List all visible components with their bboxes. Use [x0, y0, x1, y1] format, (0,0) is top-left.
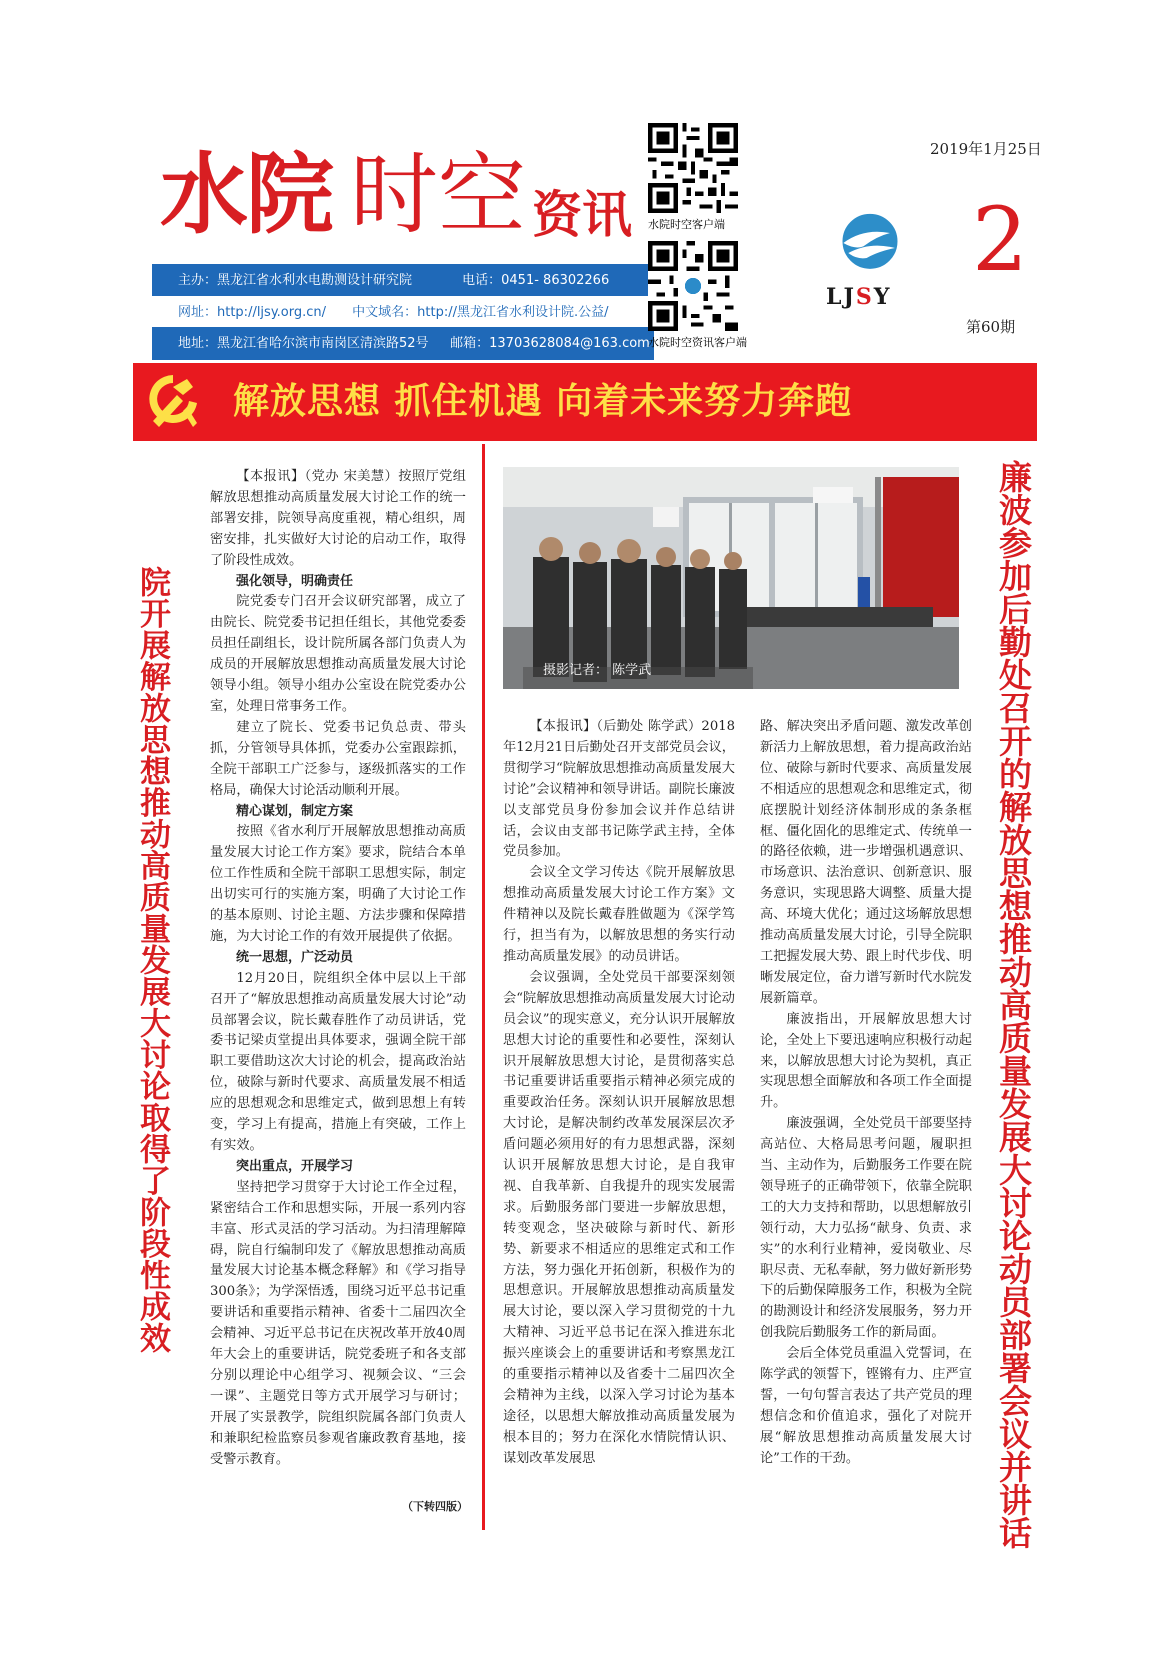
paragraph: 按照《省水利厅开展解放思想推动高质量发展大讨论工作方案》要求，院结合本单位工作性质和全院干部职工思想实际，制定出切实可行的实施方案，明确了大讨论工作的基本原则、讨论主题、方法步骤和保障措施，为大讨论工作的有效开展提供了依据。	[210, 824, 466, 944]
qr-code-icon[interactable]	[648, 123, 738, 213]
email-text: 邮箱：13703628084@163.com	[450, 336, 650, 351]
paragraph: 【本报讯】（后勤处 陈学武）2018年12月21日后勤处召开支部党员会议，贯彻学习“院解放思想推动高质量发展大讨论”会议精神和领导讲话。副院长廉波以支部党员身份参加会议并作总结讲话，会议由支部书记陈学武主持，全体党员参加。	[503, 719, 735, 860]
org-abbr: LJSY	[826, 284, 892, 310]
website-link[interactable]: 网址：http://ljsy.org.cn/	[178, 305, 327, 320]
left-article-body	[210, 467, 466, 1471]
slogan-text: 解放思想 抓住机遇 向着未来努力奔跑	[233, 381, 853, 422]
right-article-col1	[503, 717, 735, 1470]
section-heading: 精心谋划，制定方案	[236, 803, 354, 819]
logo-shuiyuan: 水院	[160, 143, 333, 246]
paragraph: 坚持把学习贯穿于大讨论工作全过程，紧密结合工作和思想实际，开展一系列内容丰富、形式灵活的学习活动。为扫清理解障碍，院自行编制印发了《解放思想推动高质量发展大讨论基本概念释解》和《学习指导300条》；为学深悟透，围绕习近平总书记重要讲话和重要指示精神、省委十二届四次全会精神、习近平总书记在庆祝改革开放40周年大会上的重要讲话，院党委班子和各支部分别以理论中心组学习、视频会议、“三会一课”、主题党日等方式开展学习与研讨；开展了实景教学，院组织院属各部门负责人和兼职纪检监察员参观省廉政教育基地，接受警示教育。	[210, 1179, 466, 1467]
right-article-title: 廉波参加后勤处召开的解放思想推动高质量发展大讨论动员部署会议并讲话	[994, 460, 1033, 1549]
column-divider	[482, 444, 485, 1530]
qr1-label: 水院时空客户端	[648, 218, 725, 231]
section-heading: 突出重点，开展学习	[236, 1158, 354, 1174]
paragraph: 【本报讯】（党办 宋美慧）按照厅党组解放思想推动高质量发展大讨论工作的统一部署安排，院领导高度重视，精心组织，周密安排，扎实做好大讨论的启动工作，取得了阶段性成效。	[210, 469, 466, 568]
qr-code-icon[interactable]	[648, 241, 738, 331]
paragraph: 建立了院长、党委书记负总责、带头抓，分管领导具体抓，党委办公室跟踪抓，全院干部职工广泛参与，逐级抓落实的工作格局，确保大讨论活动顺利开展。	[210, 719, 466, 798]
paragraph: 院党委专门召开会议研究部署，成立了由院长、院党委书记担任组长，其他党委委员担任副组长，设计院所属各部门负责人为成员的开展解放思想推动高质量发展大讨论领导小组。领导小组办公室设在院党委办公室，处理日常事务工作。	[210, 594, 466, 714]
info-bar-web	[152, 296, 654, 329]
issue-date: 2019年1月25日	[930, 140, 1042, 158]
issue-number: 2	[972, 188, 1028, 291]
paragraph: 廉波指出，开展解放思想大讨论，全处上下要迅速响应积极行动起来，以解放思想大讨论为契机，真正实现思想全面解放和各项工作全面提升。	[760, 1011, 972, 1111]
issue-period: 第60期	[966, 318, 1016, 336]
photo-caption: 摄影记者： 陈学武	[543, 663, 652, 678]
continued-note: （下转四版）	[402, 1500, 468, 1513]
party-emblem-icon	[143, 369, 203, 433]
section-heading: 强化领导，明确责任	[236, 573, 354, 589]
phone-text: 电话：0451- 86302266	[462, 273, 610, 288]
paragraph: 会议全文学习传达《院开展解放思想推动高质量发展大讨论工作方案》文件精神以及院长戴春胜做题为《深学笃行，担当有为，以解放思想的务实行动推动高质量发展》的动员讲话。	[503, 865, 735, 964]
right-article-col2	[760, 717, 972, 1470]
cn-domain-link[interactable]: 中文域名：http://黑龙江省水利设计院.公益/	[352, 305, 609, 320]
masthead-logo	[160, 140, 660, 260]
paragraph: 会后全体党员重温入党誓词，在陈学武的领誓下，铿锵有力、庄严宣誓，一句句誓言表达了共产党员的理想信念和价值追求，强化了对院开展“解放思想推动高质量发展大讨论”工作的干劲。	[760, 1346, 972, 1466]
address-text: 地址：黑龙江省哈尔滨市南岗区清滨路52号	[178, 336, 429, 351]
paragraph: 12月20日，院组织全体中层以上干部召开了“解放思想推动高质量发展大讨论”动员部署会议，院长戴春胜作了动员讲话，党委书记梁贞堂提出具体要求，强调全院干部职工要借助这次大讨论的机会，提高政治站位，破除与新时代要求、高质量发展不相适应的思想观念和思维定式，做到思想上有转变，学习上有提高，措施上有突破，工作上有实效。	[210, 970, 466, 1153]
info-bar-host	[152, 264, 654, 297]
left-article-title: 院开展解放思想推动高质量发展大讨论取得了阶段性成效	[134, 566, 170, 1354]
paragraph: 会议强调，全处党员干部要深刻领会“院解放思想推动高质量发展大讨论动员会议”的现实意义，充分认识开展解放思想大讨论的重要性和必要性，深刻认识开展解放思想大讨论，是贯彻落实总书记重要讲话重要指示精神必须完成的重要政治任务。深刻认识开展解放思想大讨论，是解决制约改革发展深层次矛盾问题必须用好的有力思想武器，深刻认识开展解放思想大讨论，是自我审视、自我革新、自我提升的现实发展需求。后勤服务部门要进一步解放思想，转变观念，坚决破除与新时代、新形势、新要求不相适应的思维定式和工作方法，努力强化开拓创新，积极作为的思想意识。开展解放思想推动高质量发展大讨论，要以深入学习贯彻党的十九大精神、习近平总书记在深入推进东北振兴座谈会上的重要讲话和考察黑龙江的重要指示精神以及省委十二届四次全会精神为主线，以深入学习讨论为基本途径，以思想大解放推动高质量发展为根本目的；努力在深化水情院情认识、谋划改革发展思	[503, 969, 735, 1466]
info-bar-address	[152, 327, 654, 360]
logo-shikong: 时空	[350, 143, 527, 246]
host-text: 主办：黑龙江省水利水电勘测设计研究院	[178, 273, 413, 288]
slogan-banner	[133, 363, 1037, 441]
meeting-photo	[503, 467, 959, 689]
section-heading: 统一思想，广泛动员	[236, 949, 354, 965]
paragraph: 路、解决突出矛盾问题、激发改革创新活力上解放思想，着力提高政治站位、破除与新时代要求、高质量发展不相适应的思想观念和思维定式，彻底摆脱计划经济体制形成的条条框框、僵化固化的思维定式、传统单一的路径依赖，进一步增强机遇意识、市场意识、法治意识、创新意识、服务意识，实现思路大调整、质量大提高、环境大优化；通过这场解放思想推动高质量发展大讨论，引导全院职工把握发展大势、跟上时代步伐、明晰发展定位，奋力谱写新时代水院发展新篇章。	[760, 719, 972, 1006]
paragraph: 廉波强调，全处党员干部要坚持高站位、大格局思考问题，履职担当、主动作为，后勤服务工作要在院领导班子的正确带领下，依靠全院职工的大力支持和帮助，以思想解放引领行动，大力弘扬“献身、负责、求实”的水利行业精神，爱岗敬业、尽职尽责、无私奉献，努力做好新形势下的后勤保障服务工作，积极为全院的勘测设计和经济发展服务，努力开创我院后勤服务工作的新局面。	[760, 1116, 972, 1341]
qr2-label: 水院时空资讯客户端	[648, 336, 747, 349]
logo-zixun: 资讯	[532, 186, 632, 244]
